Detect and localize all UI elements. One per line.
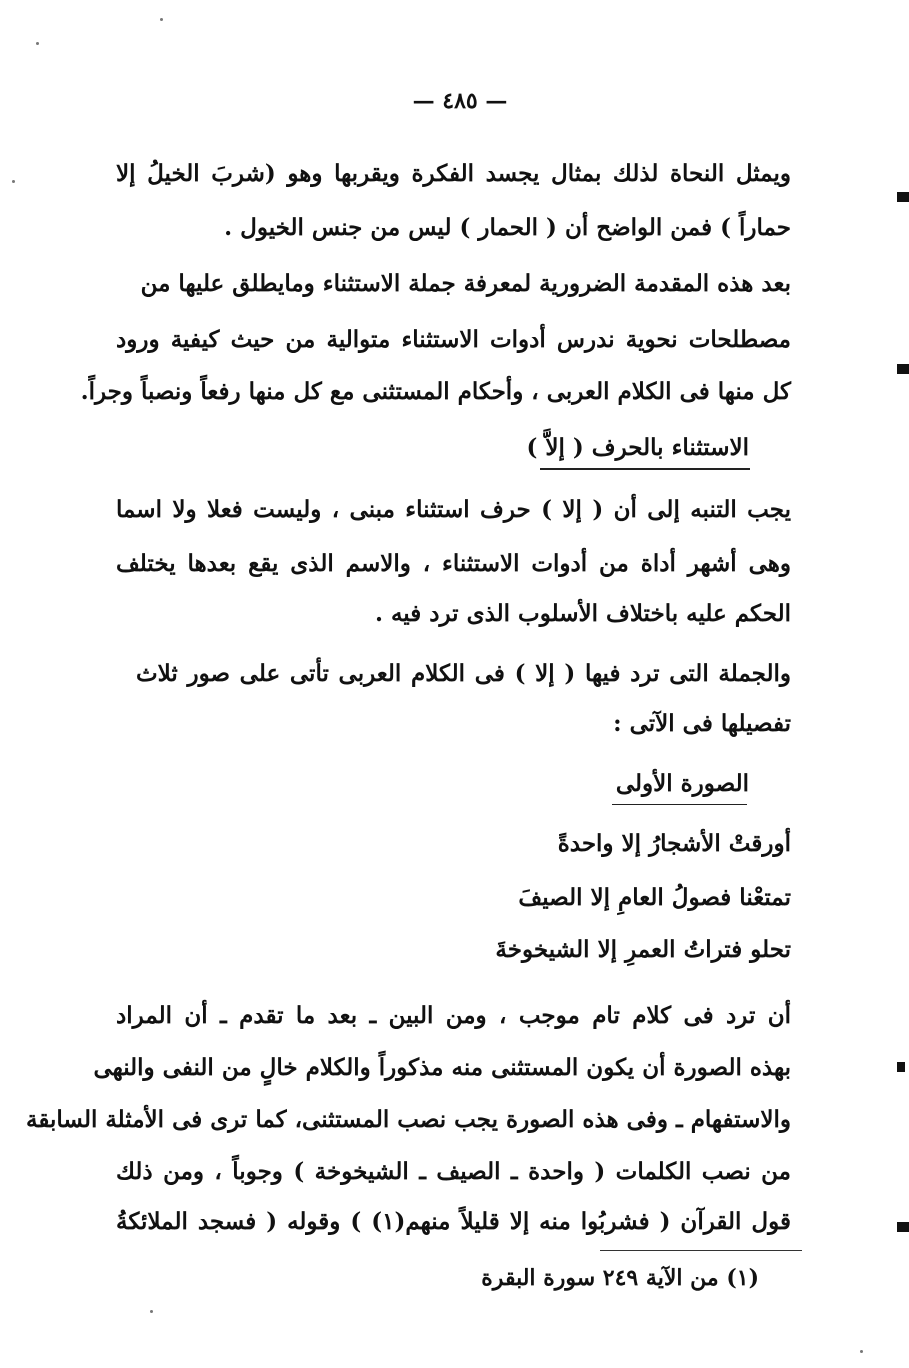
scan-speck (36, 42, 39, 45)
paragraph-line: كل منها فى الكلام العربى ، وأحكام المستثنى مع كل منها رفعاً ونصباً وجراً. (80, 378, 791, 405)
paragraph-line: يجب التنبه إلى أن ( إلا ) حرف استثناء مبنى ، وليست فعلا ولا اسما (116, 496, 791, 523)
paragraph-line: ويمثل النحاة لذلك بمثال يجسد الفكرة ويقربها وهو (شربَ الخيلُ إلا (116, 160, 791, 187)
scan-speck (150, 1310, 153, 1313)
paragraph-line: والجملة التى ترد فيها ( إلا ) فى الكلام العربى تأتى على صور ثلاث (136, 660, 791, 687)
heading-underline (612, 804, 747, 805)
page-number: — ٤٨٥ — (412, 88, 508, 114)
paragraph-line: وهى أشهر أداة من أدوات الاستثناء ، والاسم الذى يقع بعدها يختلف (116, 550, 791, 577)
paragraph-line: تفصيلها فى الآتى : (613, 710, 791, 737)
example-line: تمتعْنا فصولُ العامِ إلا الصيفَ (518, 884, 791, 911)
example-line: تحلو فتراتُ العمرِ إلا الشيخوخةَ (495, 936, 791, 963)
paragraph-line: بعد هذه المقدمة الضرورية لمعرفة جملة الاستثناء ومايطلق عليها من (140, 270, 791, 297)
paragraph-line: بهذه الصورة أن يكون المستثنى منه مذكوراً والكلام خالٍ من النفى والنهى (93, 1054, 791, 1081)
scan-margin-mark (897, 192, 909, 202)
scan-margin-mark (897, 1222, 909, 1232)
heading-underline (540, 468, 750, 470)
paragraph-line: مصطلحات نحوية ندرس أدوات الاستثناء متوالية من حيث كيفية ورود (116, 326, 791, 353)
section-heading: الاستثناء بالحرف ( إلاَّ ) (526, 434, 749, 461)
footnote-rule (600, 1250, 802, 1251)
scan-speck (860, 1350, 863, 1353)
paragraph-line: أن ترد فى كلام تام موجب ، ومن البين ـ بعد ما تقدم ـ أن المراد (116, 1002, 791, 1029)
footnote: (١) من الآية ٢٤٩ سورة البقرة (481, 1265, 759, 1291)
scan-margin-mark (897, 1062, 905, 1072)
paragraph-line: قول القرآن ( فشربُوا منه إلا قليلاً منهم(١) ) وقوله ( فسجد الملائكةُ (116, 1208, 791, 1235)
subsection-heading: الصورة الأولى (615, 770, 749, 797)
paragraph-line: والاستفهام ـ وفى هذه الصورة يجب نصب المستثنى، كما ترى فى الأمثلة السابقة (26, 1106, 791, 1133)
scan-speck (12, 180, 15, 183)
scan-margin-mark (897, 364, 909, 374)
paragraph-line: الحكم عليه باختلاف الأسلوب الذى ترد فيه . (374, 600, 791, 627)
paragraph-line: من نصب الكلمات ( واحدة ـ الصيف ـ الشيخوخة ) وجوباً ، ومن ذلك (116, 1158, 791, 1185)
paragraph-line: حماراً ) فمن الواضح أن ( الحمار ) ليس من جنس الخيول . (224, 214, 791, 241)
example-line: أورقتْ الأشجارُ إلا واحدةً (557, 830, 791, 857)
scan-speck (160, 18, 163, 21)
